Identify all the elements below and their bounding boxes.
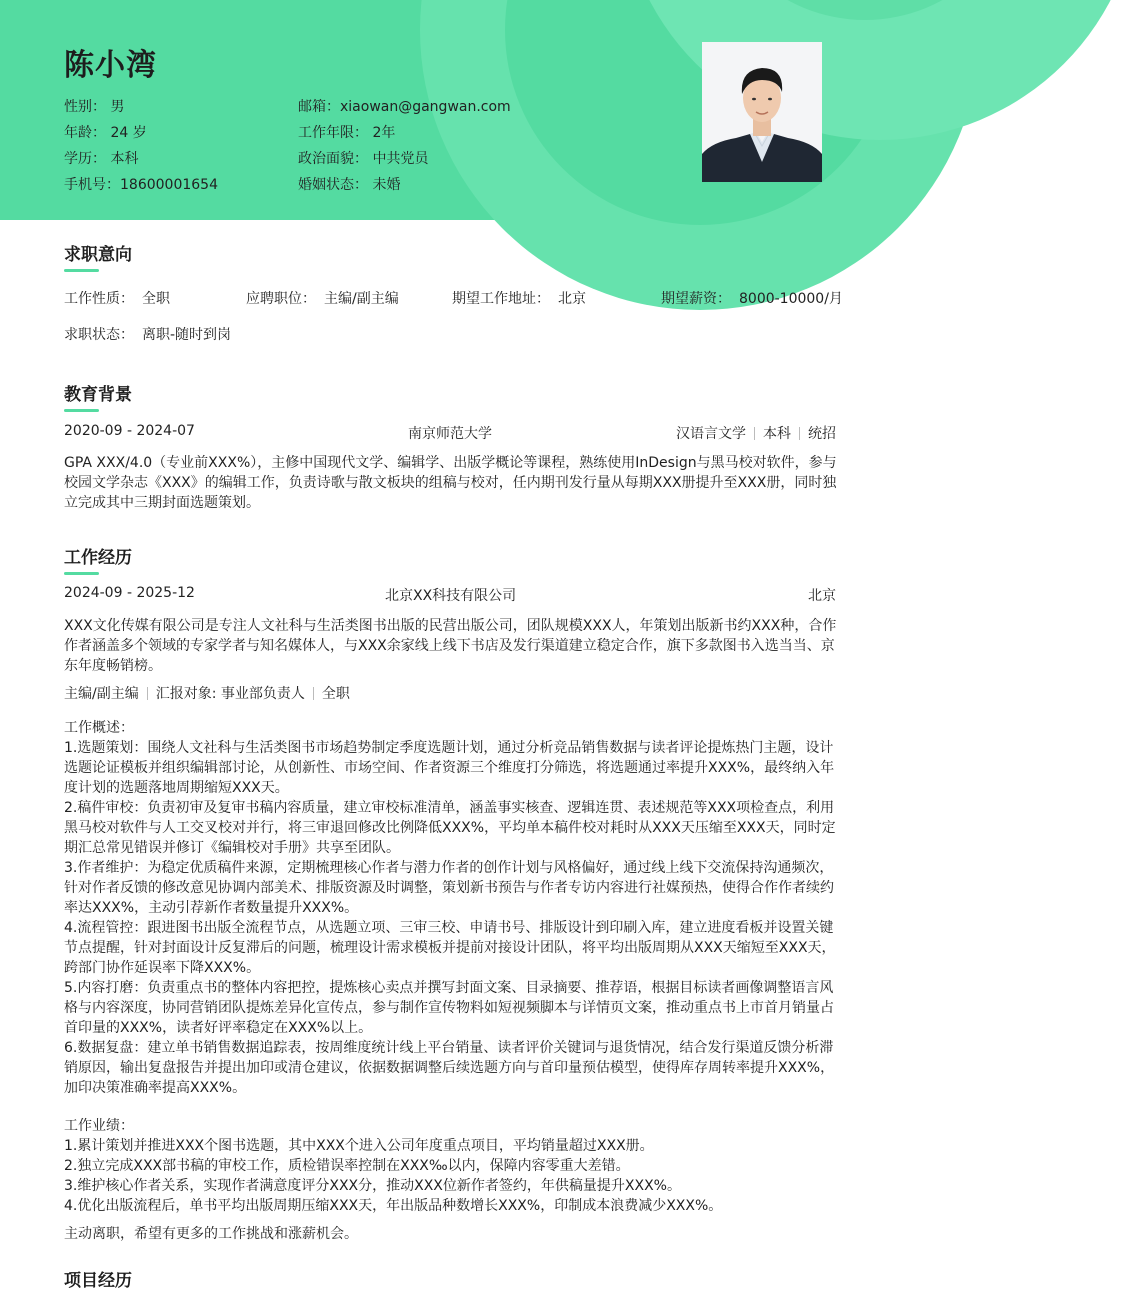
job-position [246,288,399,308]
work-period: 2024-09 - 2025-12 [64,585,195,601]
leave-reason: 主动离职，希望有更多的工作挑战和涨薪机会。 [64,1226,358,1242]
overview-line: 格与内容深度，协同营销团队提炼差异化宣传点，参与制作宣传物料如短视频脚本与详情页文案，推动重点书上市首月销量占 [64,1000,834,1016]
work-company: 北京XX科技有限公司 [385,588,517,604]
overview-line: 1.选题策划：围绕人文社科与生活类图书市场趋势制定季度选题计划，通过分析竞品销售数据与读者评论提炼热门主题，设计 [64,740,834,756]
job-status-value: 离职-随时到岗 [142,327,232,343]
divider [799,427,800,440]
divider [147,687,148,700]
achievements-title: 工作业绩： [64,1118,134,1134]
job-location [452,288,586,308]
work-city: 北京 [808,588,836,604]
job-location-label: 期望工作地址： [452,291,550,307]
edu-tags [676,423,836,443]
candidate-name: 陈小湾 [64,48,157,83]
job-salary-value: 8000-10000/月 [739,291,843,307]
edu-desc-line: 校园文学杂志《XXX》的编辑工作，负责诗歌与散文板块的组稿与校对，任内期刊发行量从每期XXX册提升至XXX册，同时独 [64,475,837,491]
divider [313,687,314,700]
overview-title: 工作概述： [64,720,134,736]
info-education: 学历： 本科 [64,151,139,167]
overview-line: 加印决策准确率提高XXX%。 [64,1080,247,1096]
overview-line: 跨部门协作延误率下降XXX%。 [64,960,261,976]
section-underline [64,572,99,575]
edu-period: 2020-09 - 2024-07 [64,423,195,439]
overview-line: 4.流程管控：跟进图书出版全流程节点，从选题立项、三审三校、申请书号、排版设计到印刷入库，建立进度看板并设置关键 [64,920,834,936]
company-desc-line: 东年度畅销榜。 [64,658,162,674]
overview-line: 2.稿件审校：负责初审及复审书稿内容质量，建立审校标准清单，涵盖事实核查、逻辑连贯、表述规范等XXX项检查点，利用 [64,800,835,816]
overview-line: 5.内容打磨：负责重点书的整体内容把控，提炼核心卖点并撰写封面文案、目录摘要、推荐语，根据目标读者画像调整语言风 [64,980,834,996]
job-nature-label: 工作性质： [64,291,134,307]
overview-line: 选题论证模板并组织编辑部讨论，从创新性、市场空间、作者资源三个维度打分筛选，将选题通过率提升XXX%，最终纳入年 [64,760,835,776]
edu-major: 汉语言文学 [676,426,746,442]
overview-line: 销原因，输出复盘报告并提出加印或清仓建议，依据数据调整后续选题方向与首印量预估模型，使得库存周转率提升XXX%， [64,1060,835,1076]
section-title-education: 教育背景 [64,385,132,405]
work-overview [64,718,838,1098]
work-role: 主编/副主编 [64,686,139,702]
edu-mode: 统招 [808,426,836,442]
section-title-job-intent: 求职意向 [64,245,132,265]
edu-degree: 本科 [763,426,791,442]
edu-desc-line: GPA XXX/4.0（专业前XXX%），主修中国现代文学、编辑学、出版学概论等课程，熟练使用InDesign与黑马校对软件，参与 [64,455,837,471]
company-desc-line: XXX文化传媒有限公司是专注人文社科与生活类图书出版的民营出版公司，团队规模XXX人，年策划出版新书约XXX种，合作 [64,618,837,634]
achievement-line: 2.独立完成XXX部书稿的审校工作，质检错误率控制在XXX‰以内，保障内容零重大差错。 [64,1158,630,1174]
info-age: 年龄： 24 岁 [64,125,147,141]
job-salary-label: 期望薪资： [661,291,731,307]
job-status-label: 求职状态： [64,327,134,343]
job-position-label: 应聘职位： [246,291,316,307]
overview-line: 率达XXX%，主动引荐新作者数量提升XXX%。 [64,900,359,916]
job-nature-value: 全职 [142,291,170,307]
achievement-line: 3.维护核心作者关系，实现作者满意度评分XXX分，推动XXX位新作者签约，年供稿量提升XXX%。 [64,1178,681,1194]
resume-header [0,0,900,220]
section-underline [64,269,99,272]
info-email: 邮箱：xiaowan@gangwan.com [298,99,511,115]
overview-line: 针对作者反馈的修改意见协调内部美术、排版资源及时调整，策划新书预告与作者专访内容进行社媒预热，使得合作作者续约 [64,880,834,896]
company-description [64,616,838,676]
portrait-image [702,42,822,182]
job-status [64,324,231,344]
info-phone: 手机号：18600001654 [64,177,218,193]
job-salary [661,288,843,308]
work-achievements [64,1116,838,1216]
profile-photo [702,42,822,182]
job-nature [64,288,170,308]
section-title-work: 工作经历 [64,548,132,568]
edu-desc-line: 立完成其中三期封面选题策划。 [64,495,260,511]
achievement-line: 4.优化出版流程后，单书平均出版周期压缩XXX天，年出版品种数增长XXX%，印制成本浪费减少XXX%。 [64,1198,723,1214]
edu-description [64,453,838,513]
work-type: 全职 [321,686,350,702]
overview-line: 3.作者维护：为稳定优质稿件来源，定期梳理核心作者与潜力作者的创作计划与风格偏好，通过线上线下交流保持沟通频次， [64,860,834,876]
edu-school: 南京师范大学 [408,426,492,442]
achievement-line: 1.累计策划并推进XXX个图书选题，其中XXX个进入公司年度重点项目，平均销量超过XXX册。 [64,1138,654,1154]
overview-line: 黑马校对软件与人工交叉校对并行，将三审退回修改比例降低XXX%，平均单本稿件校对耗时从XXX天压缩至XXX天，同时定 [64,820,836,836]
info-marital: 婚姻状态： 未婚 [298,177,401,193]
overview-line: 首印量的XXX%，读者好评率稳定在XXX%以上。 [64,1020,373,1036]
work-report: 汇报对象: 事业部负责人 [155,686,305,702]
info-gender: 性别： 男 [64,99,125,115]
job-location-value: 北京 [558,291,586,307]
info-years: 工作年限： 2年 [298,125,396,141]
company-desc-line: 作者涵盖多个领域的专家学者与知名媒体人，与XXX余家线上线下书店及发行渠道建立稳定合作，旗下多款图书入选当当、京 [64,638,835,654]
overview-line: 6.数据复盘：建立单书销售数据追踪表，按周维度统计线上平台销量、读者评价关键词与退货情况，结合发行渠道反馈分析滞 [64,1040,834,1056]
job-position-value: 主编/副主编 [324,291,399,307]
overview-line: 节点提醒，针对封面设计反复滞后的问题，梳理设计需求模板并提前对接设计团队，将平均出版周期从XXX天缩短至XXX天， [64,940,836,956]
overview-line: 度计划的选题落地周期缩短XXX天。 [64,780,289,796]
section-title-projects: 项目经历 [64,1271,132,1291]
section-underline [64,409,99,412]
divider [754,427,755,440]
info-political: 政治面貌： 中共党员 [298,151,429,167]
overview-line: 期汇总常见错误并修订《编辑校对手册》共享至团队。 [64,840,400,856]
work-tags [64,683,350,703]
